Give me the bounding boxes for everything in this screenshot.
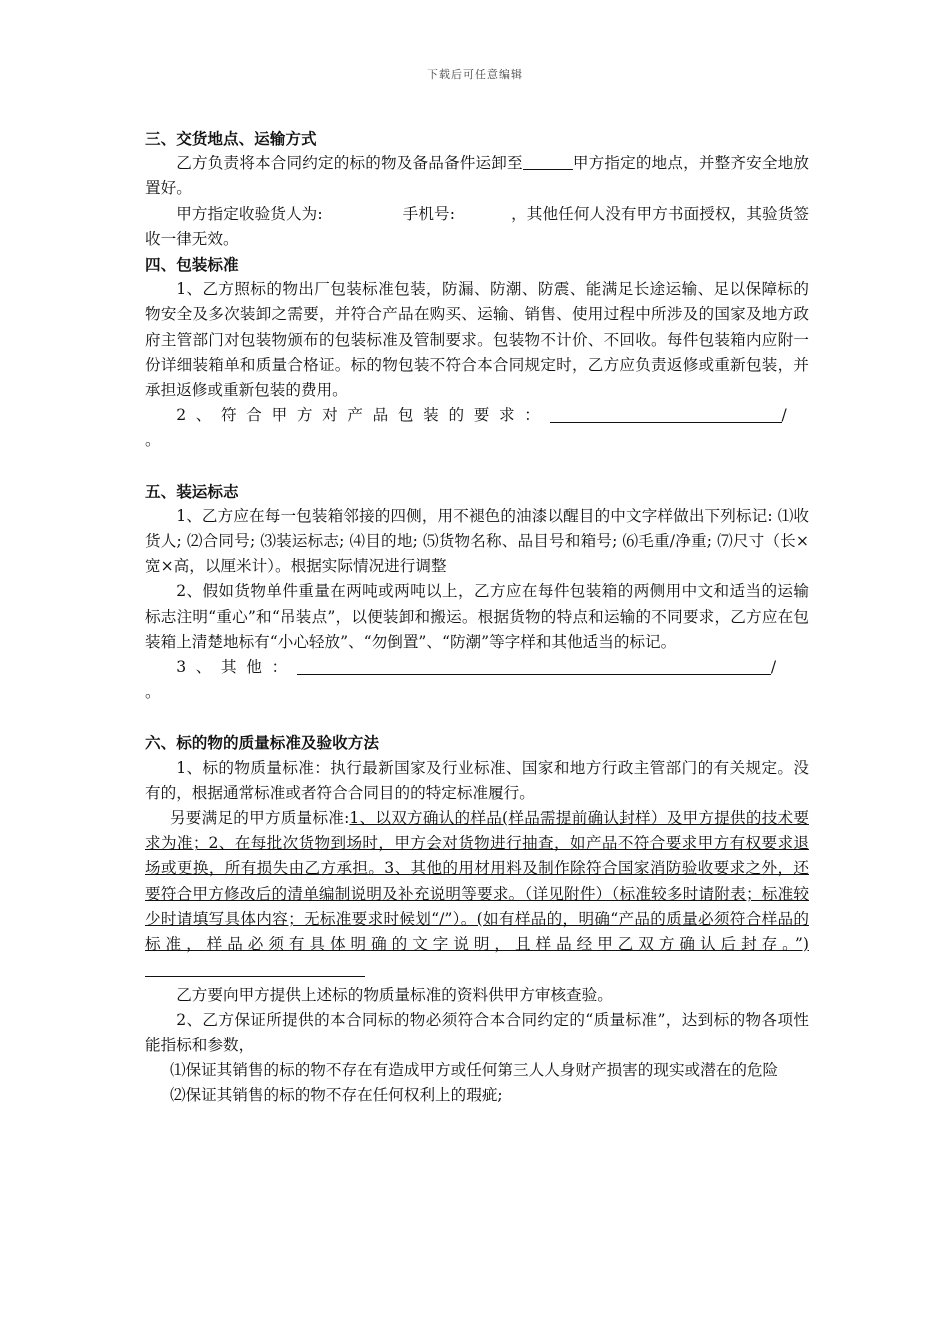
section-6-paragraph-3: 乙方要向甲方提供上述标的物质量标准的资料供甲方审核查验。 (176, 985, 613, 1004)
section-3-paragraph-2: 甲方指定收验货人为: 手机号: ，其他任何人没有甲方书面授权，其验货签收一律无效。 (145, 204, 809, 248)
delivery-location-blank (523, 154, 573, 170)
quality-standard-tail-line (145, 960, 365, 977)
section-5-paragraph-1: 1、乙方应在每一包装箱邻接的四侧，用不褪色的油漆以醒目的中文字样做出下列标记: ⑴收货人; ⑵合同号; ⑶装运标志; ⑷目的地; ⑸货物名称、品目号和箱号; ⑹毛重/净重; ⑺尺寸（长×宽×高，以厘米计）。根据实际情况进行调整 (145, 506, 809, 576)
section-6-title: 六、标的物的质量标准及验收方法 (145, 733, 379, 753)
section-3-title: 三、交货地点、运输方式 (145, 129, 317, 148)
packaging-requirement-blank (550, 406, 782, 423)
section-4-end-mark: 。 (145, 431, 161, 450)
section-5-title: 五、装运标志 (145, 481, 239, 501)
section-5-end-mark: 。 (145, 683, 161, 702)
section-5-paragraph-2: 2、假如货物单件重量在两吨或两吨以上，乙方应在每件包装箱的两侧用中文和适当的运输标志注明“重心”和“吊装点”，以便装卸和搬运。根据货物的特点和运输的不同要求，乙方应在包装箱上清楚地标有“小心轻放”、“勿倒置”、“防潮”等字样和其他适当的标记。 (145, 582, 809, 651)
section-4-title: 四、包装标准 (145, 255, 239, 275)
contract-body (145, 126, 809, 1109)
other-marks-blank (297, 658, 771, 675)
download-watermark: 下载后可任意编辑 (427, 68, 523, 81)
section-4-paragraph-1: 1、乙方照标的物出厂包装标准包装，防漏、防潮、防震、能满足长途运输、足以保障标的物安全及多次装卸之需要，并符合产品在购买、运输、销售、使用过程中所涉及的国家及地方政府主管部门对包装物颁布的包装标准及管制要求。包装物不计价、不回收。每件包装箱内应附一份详细装箱单和质量合格证。标的物包装不符合本合同规定时，乙方应负责返修或重新包装，并承担返修或重新包装的费用。 (145, 280, 809, 400)
section-3-paragraph-1: 乙方负责将本合同约定的标的物及备品备件运卸至 甲方指定的地点，并整齐安全地放置好。 (145, 154, 809, 198)
section-6-paragraph-2: 另要满足的甲方质量标准:1、以双方确认的样品(样品需提前确认封样）及甲方提供的技术要求为准；2、在每批次货物到场时，甲方会对货物进行抽查，如产品不符合要求甲方有权要求退场或更换，所有损失由乙方承担。3、其他的用材用料及制作除符合国家消防验收要求之外，还要符合甲方修改后的清单编制说明及补充说明等要求。（详见附件）（标准较多时请附表；标准较少时请填写具体内容；无标准要求时候划“/”）。(如有样品的，明确“产品的质量必须符合样品的标准，样品必须有具体明确的文字说明，且样品经甲乙双方确认后封存。”) (145, 806, 809, 982)
section-6-paragraph-4: 2、乙方保证所提供的本合同标的物必须符合本合同约定的“质量标准”，达到标的物各项性能指标和参数， (145, 1010, 809, 1054)
section-6-paragraph-1: 1、标的物质量标准：执行最新国家及行业标准、国家和地方行政主管部门的有关规定。没有的，根据通常标准或者符合合同目的的特定标准履行。 (145, 758, 809, 802)
section-6-item-2: ⑵保证其销售的标的物不存在任何权利上的瑕疵; (169, 1086, 503, 1105)
section-4-paragraph-2: 2、符合甲方对产品包装的要求： / (176, 406, 787, 425)
section-6-item-1: ⑴保证其销售的标的物不存在有造成甲方或任何第三人人身财产损害的现实或潜在的危险 (169, 1061, 779, 1080)
quality-standard-underlined-text: 1、以双方确认的样品(样品需提前确认封样）及甲方提供的技术要求为准；2、在每批次货物到场时，甲方会对货物进行抽查，如产品不符合要求甲方有权要求退场或更换，所有损失由乙方承担。3、其他的用材用料及制作除符合国家消防验收要求之外，还要符合甲方修改后的清单编制说明及补充说明等要求。（详见附件）（标准较多时请附表；标准较少时请填写具体内容；无标准要求时候划“/”）。(如有样品的，明确“产品的质量必须符合样品的标准，样品必须有具体明确的文字说明，且样品经甲乙双方确认后封存。”) (145, 809, 809, 954)
section-5-paragraph-3: 3、其他： / (176, 658, 777, 677)
